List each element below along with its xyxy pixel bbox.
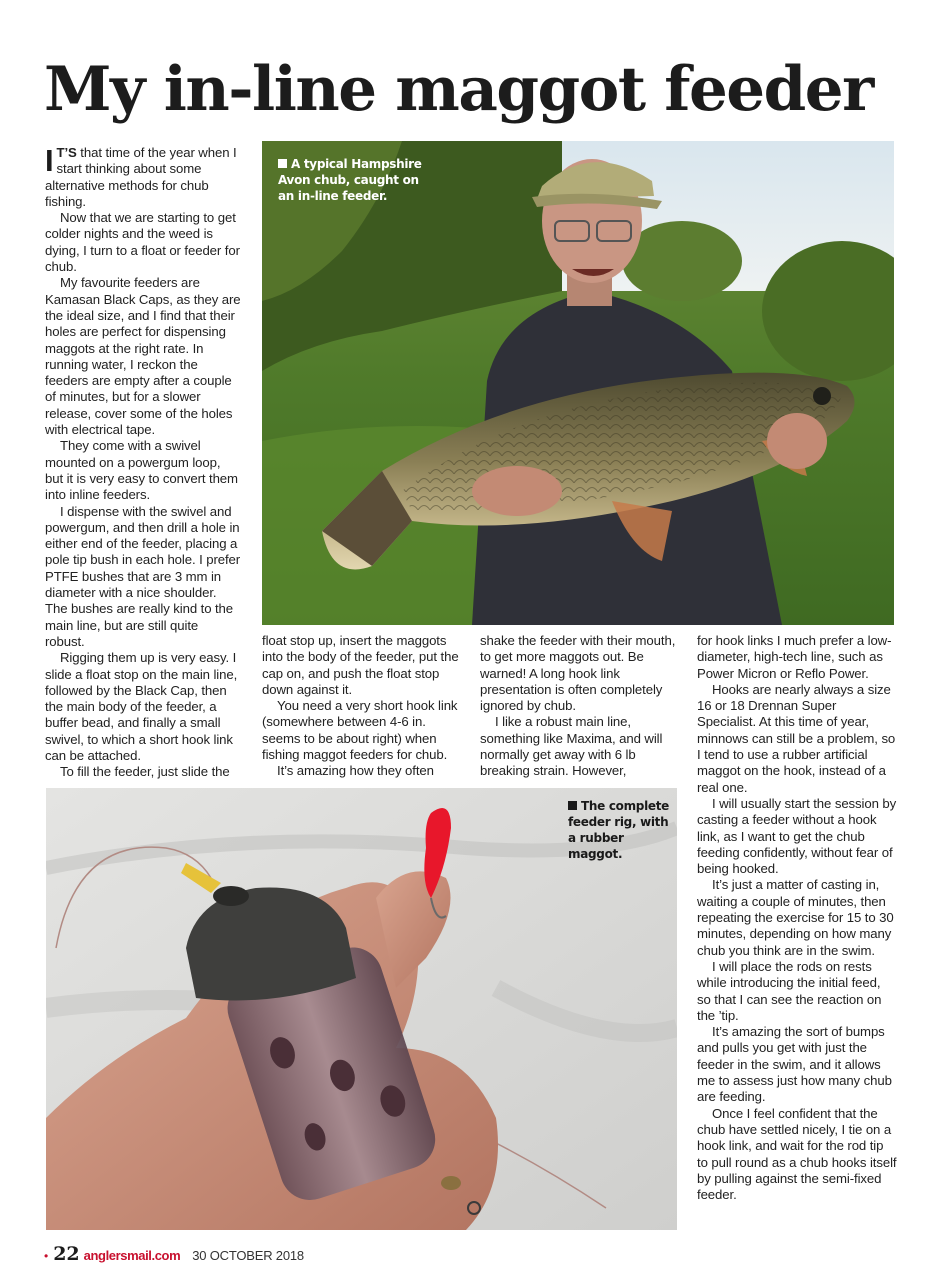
article-column-3: [480, 633, 680, 780]
article-column-2: [262, 633, 462, 780]
chub-photo-image: [262, 141, 894, 625]
paragraph: Once I feel confident that the chub have settled nicely, I tie on a hook link, and wait for the rod tip to pull round as a chub hooks itself by pulling against the semi-fixed feeder.: [697, 1105, 897, 1203]
page-number: 22: [53, 1243, 80, 1265]
paragraph: To fill the feeder, just slide the: [60, 764, 230, 780]
drop-cap: I: [45, 143, 54, 178]
issue-date: 30 OCTOBER 2018: [192, 1248, 304, 1263]
caption-bullet: [278, 159, 287, 168]
paragraph: You need a very short hook link (somewhere between 4-6 in. seems to be about right) when fishing maggot feeders for chub.: [262, 698, 458, 763]
chub-photo-caption: A typical Hampshire Avon chub, caught on an in-line feeder.: [278, 157, 422, 203]
paragraph: My favourite feeders are Kamasan Black Caps, as they are the ideal size, and I find that their holes are perfect for dispensing maggots at the right rate. In running water, I reckon the feeders are empty after a couple of minutes, but for a slower release, cover some of the holes with electrical tape.: [45, 275, 241, 438]
paragraph: It’s just a matter of casting in, waiting a couple of minutes, then repeating the exercise for 15 to 30 minutes, depending on how many chub you think are in the swim.: [697, 877, 894, 958]
caption-bullet: [568, 801, 577, 810]
page-footer: [44, 1243, 304, 1265]
feeder-rig-caption: The complete feeder rig, with a rubber maggot.: [568, 799, 670, 861]
paragraph: I dispense with the swivel and powergum, and then drill a hole in either end of the feeder, placing a pole tip bush in each hole. I prefer PTFE bushes that are 3 mm in diameter with a nice shoulder. The bushes are really kind to the main line, but are still quite robust.: [45, 503, 241, 649]
paragraph: It’s amazing the sort of bumps and pulls you get with just the feeder in the swim, and it allows me to assess just how many chub are feeding.: [697, 1024, 892, 1105]
headline: My in-line maggot feeder: [44, 54, 873, 125]
paragraph: It’s amazing how they often: [277, 763, 434, 779]
article-column-1: [45, 145, 241, 781]
paragraph: for hook links I much prefer a low-diameter, high-tech line, such as Power Micron or Reflo Power.: [697, 633, 892, 681]
chub-photo: [262, 141, 894, 625]
lead-in: T’S: [56, 145, 77, 160]
paragraph: Hooks are nearly always a size 16 or 18 Drennan Super Specialist. At this time of year, minnows can still be a problem, so I tend to use a rubber artificial maggot on the hook, instead of a real one.: [697, 681, 896, 795]
paragraph: Now that we are starting to get colder nights and the weed is dying, I turn to a float or feeder for chub.: [45, 210, 240, 275]
footer-bullet: •: [44, 1249, 49, 1263]
paragraph: I like a robust main line, something like Maxima, and will normally get away with 6 lb breaking strain. However,: [480, 714, 663, 779]
paragraph: They come with a swivel mounted on a powergum loop, but it is very easy to convert them into inline feeders.: [45, 438, 238, 503]
paragraph: I will place the rods on rests while introducing the initial feed, so that I can see the reaction on the ’tip.: [697, 958, 882, 1023]
paragraph: I will usually start the session by casting a feeder without a hook link, as I want to get the chub feeding confidently, without fear of being hooked.: [697, 795, 897, 877]
paragraph: Rigging them up is very easy. I slide a float stop on the main line, followed by the Black Cap, then the main body of the feeder, a buffer bead, and finally a small swivel, to which a short hook link can be attached.: [45, 650, 238, 763]
paragraph-intro: I T’S that time of the year when I start thinking about some alternative methods for chub fishing.: [45, 143, 237, 209]
website-link[interactable]: anglersmail.com: [83, 1248, 181, 1263]
paragraph: shake the feeder with their mouth, to get more maggots out. Be warned! A long hook link presentation is often completely ignored by chub.: [480, 633, 676, 714]
paragraph: float stop up, insert the maggots into the body of the feeder, put the cap on, and push the float stop down against it.: [262, 633, 459, 697]
article-column-4: [697, 633, 897, 1203]
